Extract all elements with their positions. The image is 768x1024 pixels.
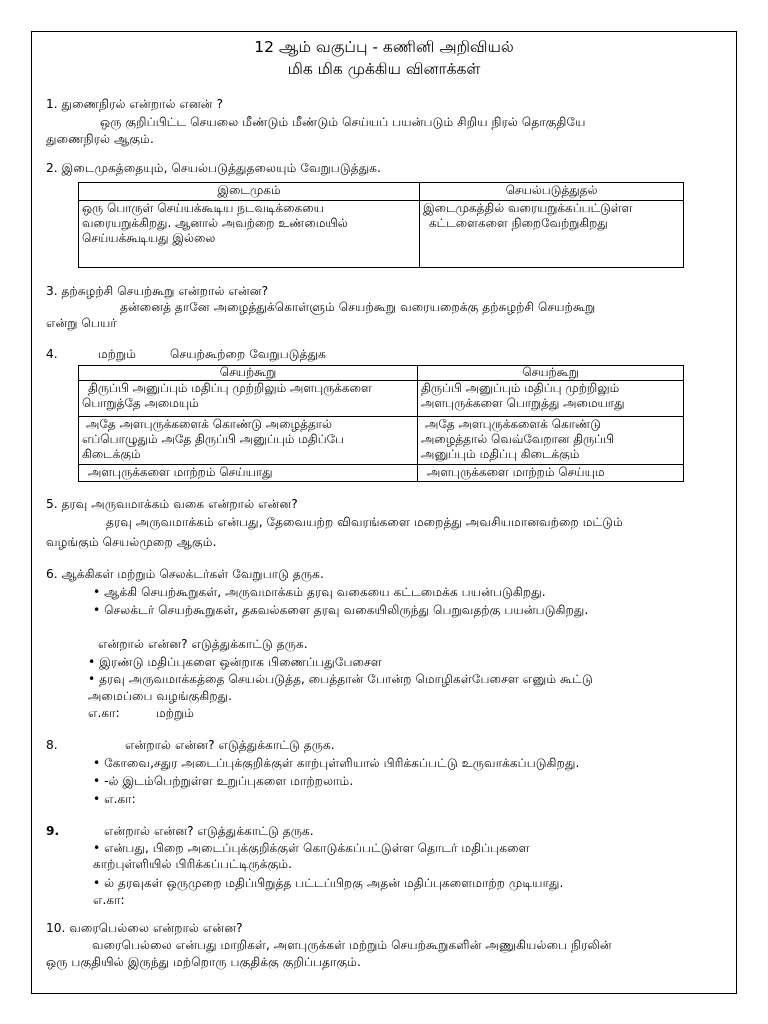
table-header: செயற்கூறு <box>79 366 418 381</box>
answer-5-line-1: தரவு அருவமாக்கம் என்பது, தேவையற்ற விவரங்களை மறைத்து அவசியமானவற்றை மட்டும் <box>106 515 623 529</box>
answer-7-bullet-2-line-1: • தரவு அருவமாக்கத்தை செயல்படுத்த, பைத்தான் போன்ற மொழிகள்பேசைள எனும் கூட்டு <box>88 672 593 686</box>
question-2: 2. இடைமுகத்தையும், செயல்படுத்துதலையும் வேறுபடுத்துக. <box>46 161 381 175</box>
question-7: என்றால் என்ன? எடுத்துக்காட்டு தருக. <box>98 637 308 651</box>
answer-8-bullet-2: • -ல் இடம்பெற்றுள்ள உறுப்புகளை மாற்றலாம். <box>93 774 354 788</box>
table-cell: அளபுருக்களை மாற்றம் செய்யாது <box>79 465 418 482</box>
document-title: 12 ஆம் வகுப்பு - கணினி அறிவியல் <box>254 38 514 56</box>
table-cell: திருப்பி அனுப்பும் மதிப்பு முற்றிலும் அளபுருக்களை பொறுத்தே அமையும் <box>79 381 418 417</box>
table-cell: ஒரு பொருள் செய்யக்கூடிய நடவடிக்கையை வரையறுக்கிறது. ஆனால் அவற்றை உண்மையில் செய்யக்கூடியது இல்லை <box>79 201 420 268</box>
table-cell: திருப்பி அனுப்பும் மதிப்பு முற்றிலும் அளபுருக்களை பொறுத்து அமையாது <box>418 381 684 417</box>
question-5: 5. தரவு அருவமாக்கம் வகை என்றால் என்ன? <box>46 497 298 511</box>
question-4-number: 4. <box>46 347 58 361</box>
table-header: இடைமுகம் <box>79 183 420 201</box>
question-8-number: 8. <box>46 738 58 752</box>
answer-7-bullet-2-line-2: அமைப்பை வழங்குகிறது. <box>88 689 233 703</box>
document-subtitle: மிக மிக முக்கிய வினாக்கள் <box>287 60 481 78</box>
question-9-number: 9. <box>46 824 60 838</box>
question-8: என்றால் என்ன? எடுத்துக்காட்டு தருக. <box>125 738 335 752</box>
answer-9-bullet-1-line-2: காற்புள்ளியில் பிரிக்கப்பட்டிருக்கும். <box>93 857 293 871</box>
question-4: செயற்கூற்றை வேறுபடுத்துக <box>170 347 326 361</box>
question-6: 6. ஆக்கிகள் மற்றும் செலக்டர்கள் வேறுபாடு தருக. <box>46 567 324 581</box>
question-3: 3. தற்சுழற்சி செயற்கூறு என்றால் என்ன? <box>46 284 269 298</box>
example-label: எ.கா: <box>88 706 120 720</box>
answer-10-line-2: ஒரு பகுதியில் இருந்து மற்றொரு பகுதிக்கு குறிப்பதாகும். <box>46 955 361 969</box>
answer-7-bullet-1: • இரண்டு மதிப்புகளை ஒன்றாக பிணைப்பதுபேசைள <box>88 655 382 669</box>
table-header: செயற்கூறு <box>418 366 684 381</box>
table-cell: இடைமுகத்தில் வரையறுக்கப்பட்டுள்ள கட்டளைகளை நிறைவேற்றுகிறது <box>420 201 684 268</box>
answer-9-bullet-1-line-1: • என்பது, பிறை அடைப்புக்குறிக்குள் கொடுக்கப்பட்டுள்ள தொடர் மதிப்புகளை <box>93 841 530 855</box>
table-cell: அதே அளபுருக்களைக் கொண்டு அழைத்தால் எப்பொழுதும் அதே திருப்பி அனுப்பும் மதிப்பே கிடைக்கும் <box>79 417 418 465</box>
answer-9-bullet-2: • ல் தரவுகள் ஒருமுறை மதிப்பிறுத்த பட்டப்பிறகு அதன் மதிப்புகளைமாற்ற முடியாது. <box>93 876 564 890</box>
answer-6-bullet-2: • செலக்டர் செயற்கூறுகள், தகவல்களை தரவு வகையிலிருந்து பெறுவதற்கு பயன்படுகிறது. <box>93 603 589 617</box>
table-cell: அதே அளபுருக்களைக் கொண்டு அழைத்தால் வெவ்வேறான திருப்பி அனுப்பும் மதிப்பு கிடைக்கும் <box>418 417 684 465</box>
answer-3-line-1: தன்னைத் தானே அழைத்துக்கொள்ளும் செயற்கூறு வரையறைக்கு தற்சுழற்சி செயற்கூறு <box>120 300 596 314</box>
answer-10-line-1: வரைபெல்லை என்பது மாறிகள், அளபுருக்கள் மற்றும் செயற்கூறுகளின் அணுகியல்பை நிரலின் <box>92 938 612 952</box>
answer-1-line-2: துணைநிரல் ஆகும். <box>46 132 154 146</box>
example-and: மற்றும் <box>156 706 195 720</box>
question-10: 10. வரைபெல்லை என்றால் என்ன? <box>46 921 243 935</box>
answer-3-line-2: என்று பெயர் <box>46 316 117 330</box>
answer-6-bullet-1: • ஆக்கி செயற்கூறுகள், அருவமாக்கம் தரவு வகையை கட்டமைக்க பயன்படுகிறது. <box>93 585 546 599</box>
example-label: எ.கா: <box>93 893 125 907</box>
answer-5-line-2: வழங்கும் செயல்முறை ஆகும். <box>46 535 217 549</box>
question-4-and: மற்றும் <box>98 347 137 361</box>
table-function-comparison <box>78 365 684 482</box>
answer-8-bullet-3: • எ.கா: <box>93 792 136 806</box>
question-9: என்றால் என்ன? எடுத்துக்காட்டு தருக. <box>104 824 314 838</box>
table-cell: அளபுருக்களை மாற்றம் செய்யும <box>418 465 684 482</box>
answer-8-bullet-1: • கோவை,சதுர அடைப்புக்குறிக்குள் காற்புள்ளியால் பிரிக்கப்பட்டு உருவாக்கப்படுகிறது. <box>93 756 580 770</box>
question-1: 1. துணைநிரல் என்றால் எனன் ? <box>46 97 223 111</box>
answer-1-line-1: ஒரு குறிப்பிட்ட செயலை மீண்டும் மீண்டும் செய்யப் பயன்படும் சிறிய நிரல் தொகுதியே <box>100 115 586 129</box>
table-interface-vs-implementation <box>78 182 684 268</box>
table-header: செயல்படுத்துதல் <box>420 183 684 201</box>
